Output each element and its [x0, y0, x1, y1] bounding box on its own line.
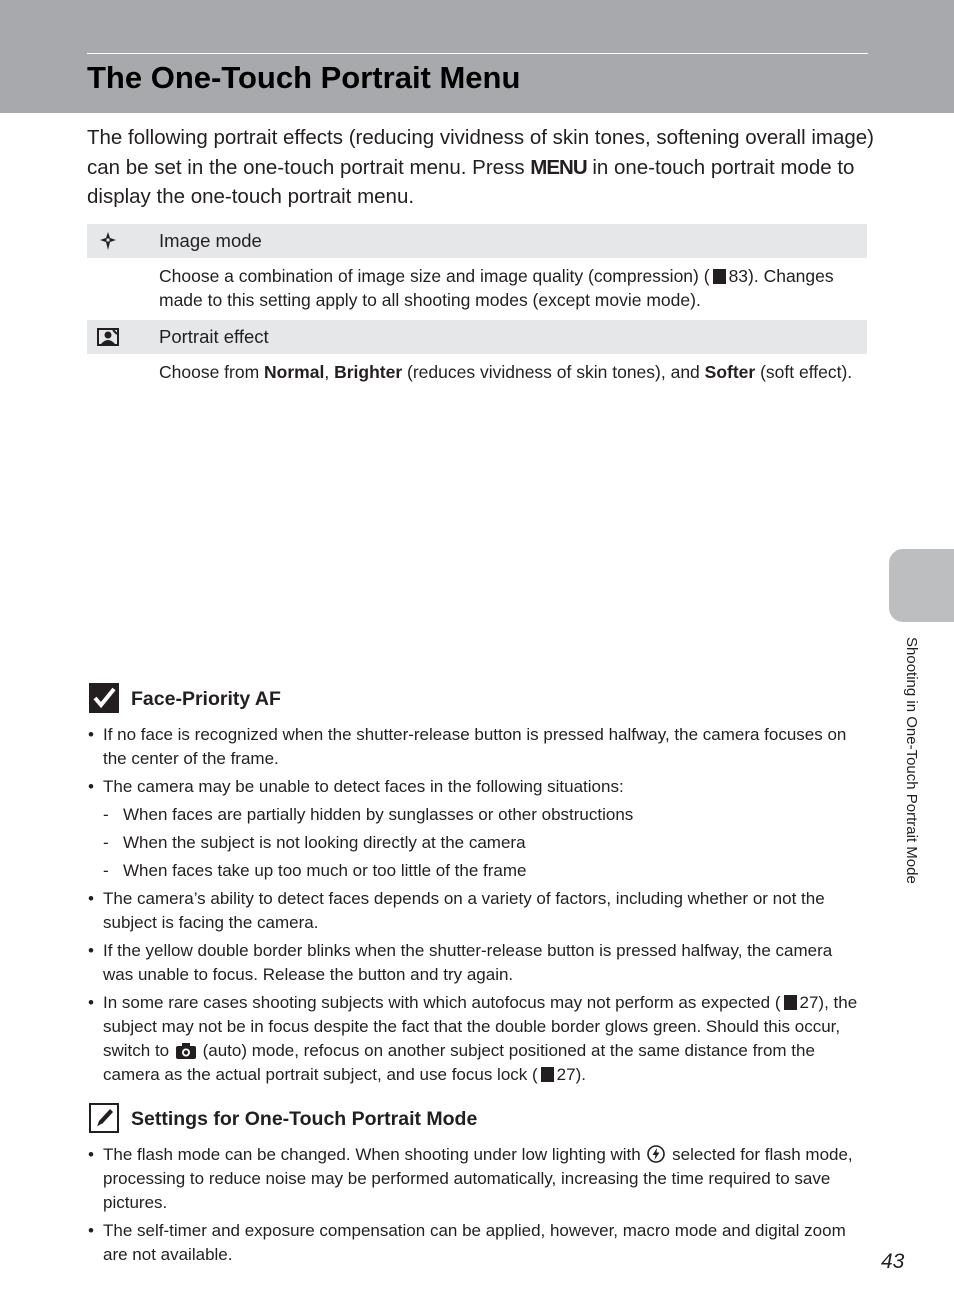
list-item: • The self-timer and exposure compensation can be applied, however, macro mode and digital zoom are not available. [87, 1219, 867, 1267]
bullet-text: ). [575, 1065, 586, 1084]
menu-item-portrait-effect [87, 320, 867, 354]
pencil-note-icon [89, 1103, 119, 1133]
desc-text: (reduces vividness of skin tones), and [402, 362, 705, 382]
intro-paragraph [87, 123, 877, 212]
camera-auto-mode-icon [176, 1042, 196, 1059]
option-softer: Softer [704, 362, 756, 382]
note-header [87, 1103, 867, 1135]
note-title: Face-Priority AF [131, 688, 281, 710]
page-reference-icon [784, 995, 797, 1010]
note-bullet-list [87, 1143, 867, 1267]
intro-text-before: The following portrait effects (reducing vividness of skin tones, softening overall image) can be set in the one-touch portrait menu. Press [87, 126, 874, 179]
menu-item-description [87, 354, 867, 392]
sub-list-item: - When faces take up too much or too little of the frame [103, 859, 867, 883]
note-settings [87, 1103, 867, 1271]
note-title: Settings for One-Touch Portrait Mode [131, 1108, 478, 1130]
menu-item-description [87, 258, 867, 320]
bullet-text: (auto) mode, refocus on another subject positioned at the same distance from the camera as the actual portrait subject, and use focus lock ( [103, 1041, 815, 1084]
page-number: 43 [881, 1250, 905, 1273]
intro-text-after: in one-touch portrait mode to display the one-touch portrait menu. [87, 155, 855, 208]
side-tab-label: Shooting in One-Touch Portrait Mode [903, 637, 920, 884]
header-rule [87, 53, 868, 54]
portrait-effect-icon [97, 327, 119, 347]
bullet-text: In some rare cases shooting subjects with which autofocus may not perform as expected ( [103, 993, 781, 1012]
desc-text: (soft effect). [755, 362, 853, 382]
menu-button-glyph: MENU [530, 155, 587, 179]
desc-text: , [324, 362, 335, 382]
page-ref-number: 83 [728, 266, 749, 286]
list-item: • If no face is recognized when the shutter-release button is pressed halfway, the camera focuses on the center of the frame. [87, 723, 867, 771]
sub-list-item: - When the subject is not looking directly at the camera [103, 831, 867, 855]
page-title: The One-Touch Portrait Menu [87, 60, 521, 95]
bullet-text: ), the subject may not be in focus despite the fact that the double border glows green. Should this occur, switch to [103, 993, 858, 1060]
menu-table [87, 224, 867, 392]
desc-text: ). Changes made to this setting apply to all shooting modes (except movie mode). [159, 266, 834, 310]
note-bullet-list [87, 723, 867, 1087]
list-item [87, 991, 867, 1087]
page-reference-icon [713, 269, 726, 284]
side-tab [889, 549, 954, 622]
sub-list-item: - When faces are partially hidden by sunglasses or other obstructions [103, 803, 867, 827]
page-ref-number: 27 [556, 1065, 576, 1084]
flash-auto-icon [647, 1145, 665, 1163]
list-item [87, 1143, 867, 1215]
sub-list [103, 803, 867, 883]
image-mode-icon [97, 231, 119, 251]
option-brighter: Brighter [334, 362, 403, 382]
list-item: • If the yellow double border blinks when the shutter-release button is pressed halfway, the camera was unable to focus. Release the button and try again. [87, 939, 867, 987]
header-band [0, 0, 954, 113]
desc-text: Choose from [159, 362, 265, 382]
bullet-text: The flash mode can be changed. When shooting under low lighting with [103, 1145, 646, 1164]
bullet-text: The camera may be unable to detect faces in the following situations: [103, 777, 624, 796]
desc-text: Choose a combination of image size and image quality (compression) ( [159, 266, 710, 286]
menu-item-label: Portrait effect [159, 326, 269, 347]
list-item: • The camera’s ability to detect faces depends on a variety of factors, including whether or not the subject is facing the camera. [87, 887, 867, 935]
checkmark-note-icon [89, 683, 119, 713]
menu-item-label: Image mode [159, 230, 262, 251]
menu-item-image-mode [87, 224, 867, 258]
list-item [87, 775, 867, 883]
page-ref-number: 27 [799, 993, 819, 1012]
bullet-text: selected for flash mode, processing to reduce noise may be performed automatically, increasing the time required to save pictures. [103, 1145, 853, 1212]
note-header [87, 683, 867, 715]
option-normal: Normal [264, 362, 325, 382]
note-face-priority-af [87, 683, 867, 1091]
page-reference-icon [541, 1067, 554, 1082]
